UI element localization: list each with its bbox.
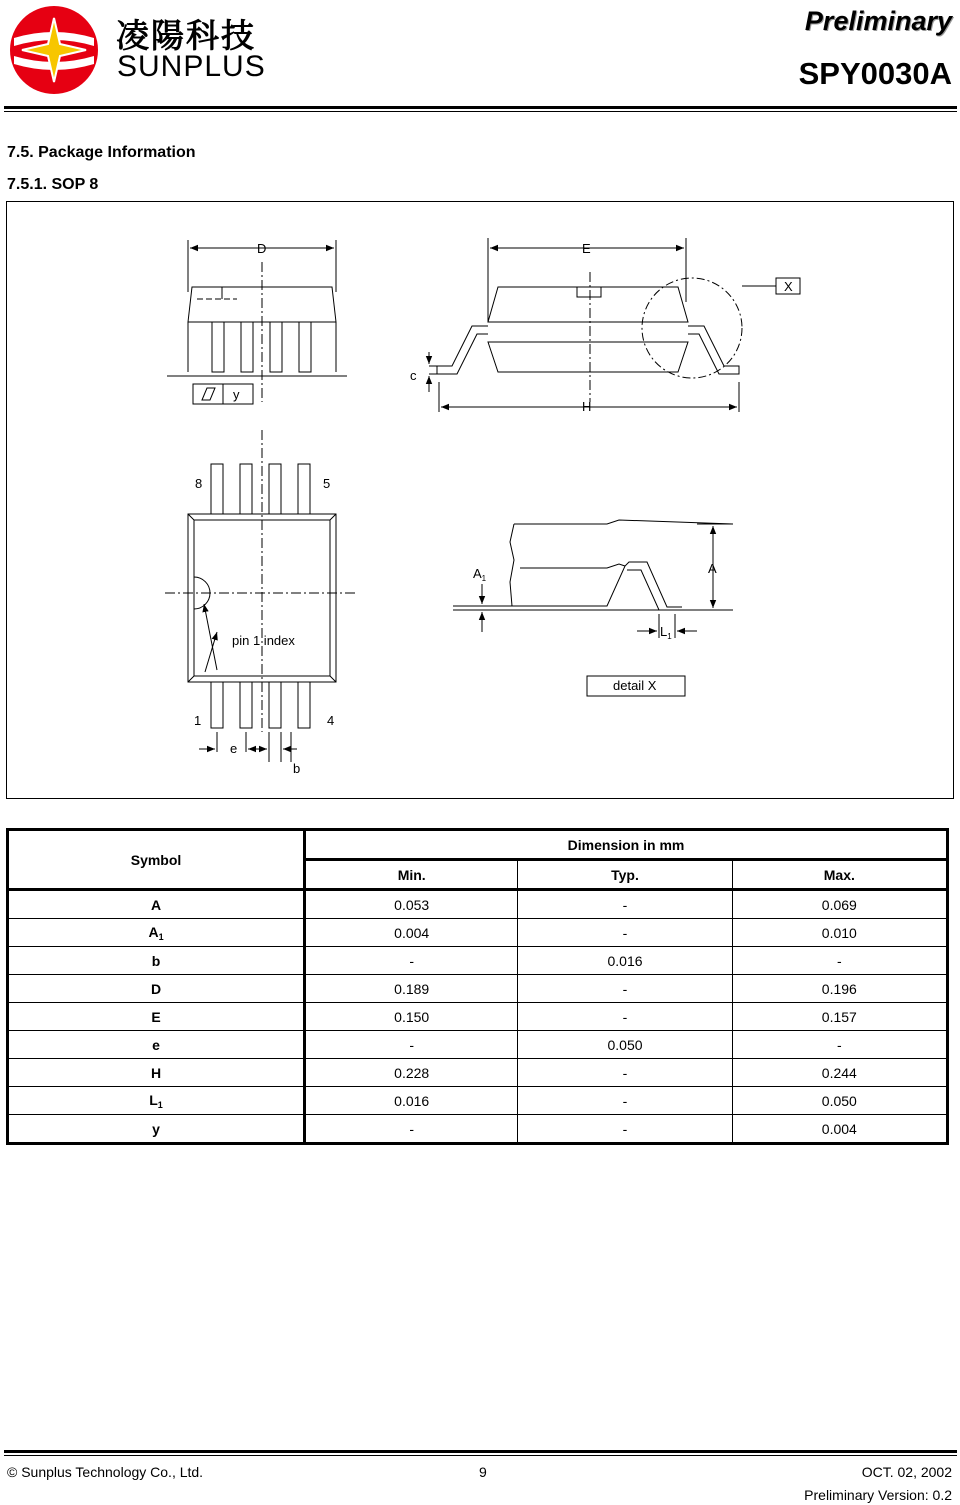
max-value-cell: 0.050 [732, 1087, 947, 1115]
min-value-cell: - [305, 1115, 518, 1144]
table-row [8, 890, 948, 919]
subsection-title: 7.5.1. SOP 8 [7, 176, 99, 193]
table-row [8, 919, 948, 947]
label-A1: $A_1$ [473, 566, 487, 583]
sop8-outline-drawing [7, 202, 955, 800]
symbol-text: E [151, 1008, 161, 1025]
label-pin1: 1 [194, 713, 202, 728]
dimension-table [6, 828, 949, 1145]
footer-divider [4, 1450, 957, 1456]
symbol-text: A [150, 896, 162, 913]
table-row [8, 1087, 948, 1115]
label-X: X [784, 279, 793, 294]
min-value-cell: - [305, 947, 518, 975]
table-row [8, 1003, 948, 1031]
footer-page-number: 9 [479, 1464, 487, 1480]
typ-value-cell: - [518, 1003, 732, 1031]
symbol-cell [8, 1031, 305, 1059]
col-typ: Typ. [518, 860, 732, 890]
max-value-cell: 0.244 [732, 1059, 947, 1087]
symbol-cell [8, 890, 305, 919]
dimension-group-header: Dimension in mm [305, 830, 948, 860]
min-value-cell: 0.016 [305, 1087, 518, 1115]
symbol-subscript: 1 [157, 1099, 163, 1110]
footer-date: OCT. 02, 2002 [861, 1464, 952, 1480]
table-row [8, 1115, 948, 1144]
label-c: c [410, 368, 417, 383]
max-value-cell: 0.010 [732, 919, 947, 947]
min-value-cell: - [305, 1031, 518, 1059]
symbol-cell [8, 1087, 305, 1115]
typ-value-cell: - [518, 975, 732, 1003]
header-divider [4, 106, 957, 112]
label-pin1-index: pin 1 index [232, 633, 295, 648]
label-E: E [582, 241, 591, 256]
min-value-cell: 0.053 [305, 890, 518, 919]
typ-value-cell: - [518, 890, 732, 919]
col-max: Max. [732, 860, 947, 890]
table-row [8, 1059, 948, 1087]
symbol-cell [8, 919, 305, 947]
table-row [8, 975, 948, 1003]
logo-english-name: SUNPLUS [117, 50, 266, 83]
max-value-cell: 0.157 [732, 1003, 947, 1031]
label-D: D [257, 241, 267, 256]
max-value-cell: 0.004 [732, 1115, 947, 1144]
symbol-text: D [150, 980, 162, 997]
label-A: A [708, 561, 717, 576]
logo-chinese-name: 凌陽科技 [116, 16, 256, 55]
max-value-cell: - [732, 947, 947, 975]
label-pin8: 8 [195, 476, 203, 491]
label-L1: $L_1$ [660, 624, 672, 641]
typ-value-cell: - [518, 1087, 732, 1115]
typ-value-cell: - [518, 1059, 732, 1087]
max-value-cell: 0.069 [732, 890, 947, 919]
max-value-cell: - [732, 1031, 947, 1059]
symbol-header: Symbol [8, 830, 305, 890]
symbol-cell [8, 1115, 305, 1144]
sunplus-logo-icon [8, 4, 100, 96]
table-row [8, 1031, 948, 1059]
symbol-text: H [150, 1064, 162, 1081]
typ-value-cell: 0.050 [518, 1031, 732, 1059]
symbol-cell [8, 947, 305, 975]
max-value-cell: 0.196 [732, 975, 947, 1003]
min-value-cell: 0.150 [305, 1003, 518, 1031]
symbol-cell [8, 1003, 305, 1031]
typ-value-cell: - [518, 1115, 732, 1144]
symbol-cell [8, 975, 305, 1003]
symbol-cell [8, 1059, 305, 1087]
footer-copyright: © Sunplus Technology Co., Ltd. [7, 1464, 204, 1480]
symbol-text: b [151, 952, 161, 969]
symbol-text: y [152, 1120, 160, 1137]
label-pin4: 4 [327, 713, 335, 728]
document-status: Preliminary [804, 6, 952, 36]
symbol-text: L [149, 1091, 158, 1108]
typ-value-cell: - [518, 919, 732, 947]
label-e: e [230, 741, 238, 756]
col-min: Min. [305, 860, 518, 890]
footer-version: Preliminary Version: 0.2 [804, 1487, 952, 1503]
label-detail-x: detail X [613, 678, 657, 693]
min-value-cell: 0.189 [305, 975, 518, 1003]
min-value-cell: 0.004 [305, 919, 518, 947]
label-H: H [582, 399, 592, 414]
package-drawing [6, 201, 954, 799]
label-pin5: 5 [323, 476, 331, 491]
dimension-table-body [8, 890, 948, 1144]
typ-value-cell: 0.016 [518, 947, 732, 975]
section-title: 7.5. Package Information [7, 144, 196, 161]
label-b: b [293, 761, 301, 776]
table-row [8, 947, 948, 975]
model-number: SPY0030A [798, 56, 952, 91]
symbol-text: A [148, 923, 159, 940]
min-value-cell: 0.228 [305, 1059, 518, 1087]
symbol-text: e [152, 1036, 160, 1053]
label-y: y [233, 387, 240, 402]
symbol-subscript: 1 [158, 931, 164, 942]
